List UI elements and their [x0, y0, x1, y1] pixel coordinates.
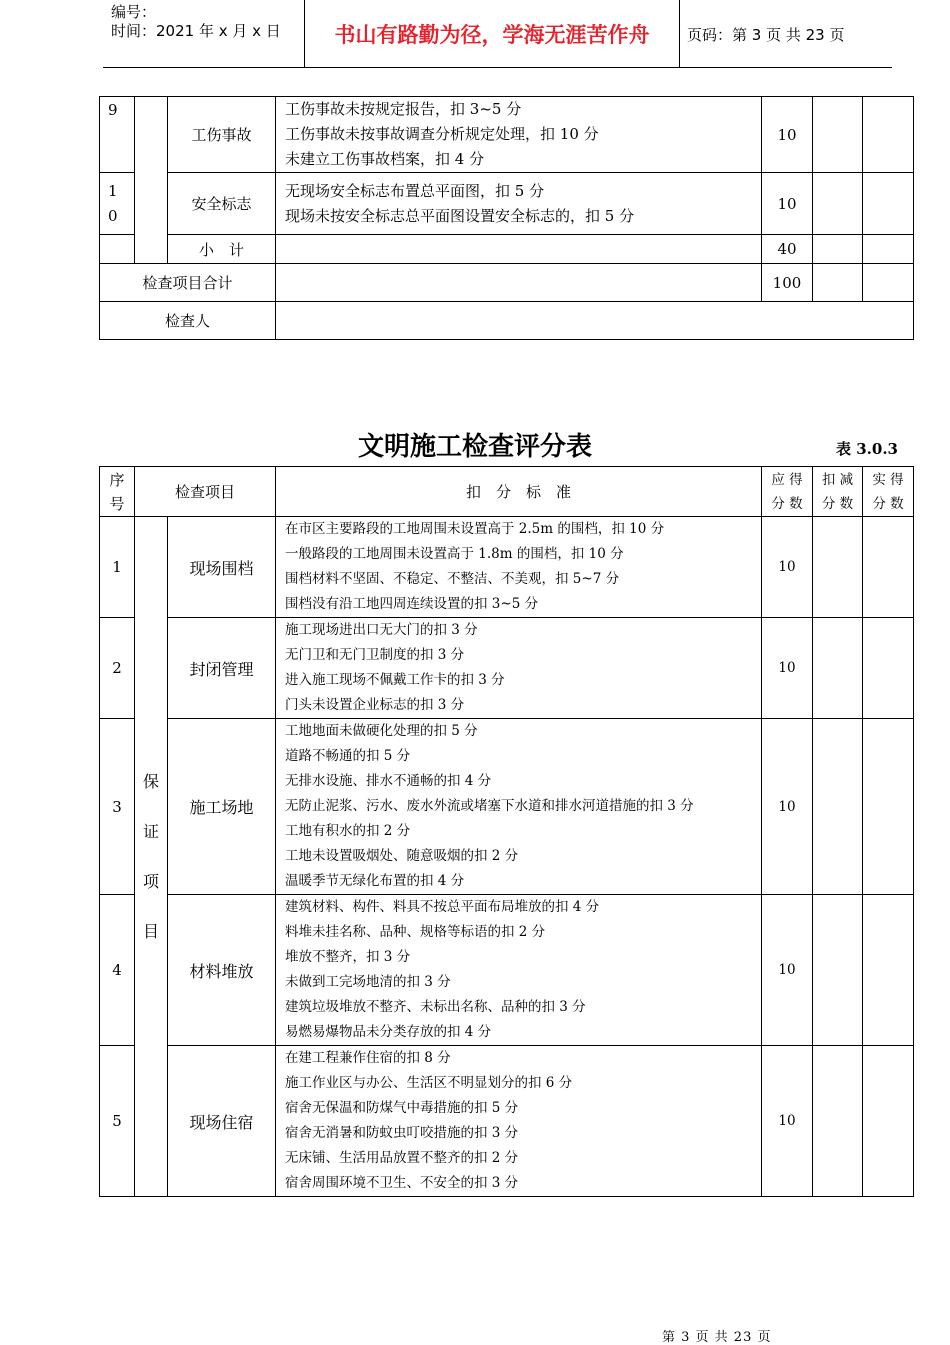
criteria-line: 进入施工现场不佩戴工作卡的扣 3 分: [285, 672, 505, 688]
due-score: 10: [762, 97, 813, 173]
page-header: [103, 0, 892, 68]
safety-table-continuation: [99, 96, 914, 340]
deduct-score: [813, 173, 863, 235]
row-number: [100, 235, 135, 264]
criteria-line: 温暖季节无绿化布置的扣 4 分: [285, 873, 465, 889]
due-score: 10: [762, 1046, 813, 1197]
criteria-line: 未建立工伤事故档案，扣 4 分: [285, 150, 485, 168]
row-number: 2: [100, 618, 135, 719]
deduct-score: [813, 235, 863, 264]
criteria-line: 在市区主要路段的工地周围未设置高于 2.5m 的围档，扣 10 分: [285, 521, 665, 537]
table-row: [100, 97, 914, 173]
inspector-row: [100, 302, 914, 340]
table-row: [100, 173, 914, 235]
item-name: 工伤事故: [168, 97, 276, 173]
table-row: [100, 618, 914, 719]
group-cell: [135, 97, 168, 264]
table-row: [100, 1046, 914, 1197]
criteria-cell: [276, 1046, 762, 1197]
subtotal-value: 40: [762, 235, 813, 264]
criteria-line: 未做到工完场地清的扣 3 分: [285, 974, 451, 990]
header-no: 序 号: [100, 467, 135, 517]
criteria-line: 现场未按安全标志总平面图设置安全标志的，扣 5 分: [285, 206, 635, 225]
criteria-line: 工地有积水的扣 2 分: [285, 823, 411, 839]
header-criteria: 扣 分 标 准: [276, 467, 762, 517]
criteria-line: 施工作业区与办公、生活区不明显划分的扣 6 分: [285, 1075, 573, 1091]
total-label: 检查项目合计: [100, 264, 276, 302]
row-number: 9: [100, 97, 135, 173]
actual-score: [863, 264, 914, 302]
criteria-line: 宿舍周围环境不卫生、不安全的扣 3 分: [285, 1175, 519, 1191]
deduct-score: [813, 264, 863, 302]
criteria-line: 施工现场进出口无大门的扣 3 分: [285, 622, 478, 638]
criteria-line: 门头未设置企业标志的扣 3 分: [285, 697, 465, 713]
subtotal-label: 小 计: [168, 235, 276, 264]
criteria-line: 易燃易爆物品未分类存放的扣 4 分: [285, 1024, 492, 1040]
total-row: [100, 264, 914, 302]
deduct-score: [813, 719, 863, 895]
criteria-line: 堆放不整齐，扣 3 分: [285, 949, 411, 965]
criteria-line: 料堆未挂名称、品种、规格等标语的扣 2 分: [285, 924, 546, 940]
actual-score: [863, 235, 914, 264]
table-number: 表 3.0.3: [836, 440, 898, 458]
deduct-score: [813, 895, 863, 1046]
criteria-cell: [276, 719, 762, 895]
item-name: 施工场地: [168, 719, 276, 895]
criteria-line: 工地未设置吸烟处、随意吸烟的扣 2 分: [285, 848, 519, 864]
table-row: [100, 895, 914, 1046]
header-item: 检查项目: [135, 467, 276, 517]
criteria-cell: [276, 618, 762, 719]
criteria-cell: [276, 895, 762, 1046]
item-name: 安全标志: [168, 173, 276, 235]
criteria-line: 无现场安全标志布置总平面图，扣 5 分: [285, 181, 545, 200]
criteria-line: 宿舍无消暑和防蚊虫叮咬措施的扣 3 分: [285, 1125, 519, 1141]
page-footer: 第 3 页 共 23 页: [662, 1330, 772, 1345]
table-title: 文明施工检查评分表: [357, 432, 592, 462]
code-label: 编号：: [111, 3, 157, 21]
table-row: [100, 719, 914, 895]
header-left: [111, 3, 281, 41]
inspector-label: 检查人: [100, 302, 276, 340]
criteria-line: 宿舍无保温和防煤气中毒措施的扣 5 分: [285, 1100, 519, 1116]
header-due: 应 得 分 数: [762, 467, 813, 517]
total-value: 100: [762, 264, 813, 302]
criteria-line: 无排水设施、排水不通畅的扣 4 分: [285, 773, 492, 789]
actual-score: [863, 618, 914, 719]
actual-score: [863, 97, 914, 173]
due-score: 10: [762, 173, 813, 235]
header-actual: 实 得 分 数: [863, 467, 914, 517]
actual-score: [863, 173, 914, 235]
criteria-cell: [276, 235, 762, 264]
due-score: 10: [762, 895, 813, 1046]
criteria-line: 无防止泥浆、污水、废水外流或堵塞下水道和排水河道措施的扣 3 分: [285, 798, 694, 814]
motto: 书山有路勤为径，学海无涯苦作舟: [304, 0, 680, 67]
deduct-score: [813, 517, 863, 618]
subtotal-row: [100, 235, 914, 264]
row-number: 1: [100, 517, 135, 618]
due-score: 10: [762, 719, 813, 895]
criteria-line: 一般路段的工地周围未设置高于 1.8m 的围档，扣 10 分: [285, 546, 624, 562]
row-number: 3: [100, 719, 135, 895]
criteria-line: 道路不畅通的扣 5 分: [285, 748, 411, 764]
criteria-line: 工伤事故未按事故调查分析规定处理，扣 10 分: [285, 125, 599, 143]
actual-score: [863, 895, 914, 1046]
criteria-line: 在建工程兼作住宿的扣 8 分: [285, 1050, 451, 1066]
actual-score: [863, 1046, 914, 1197]
page-label: 页码：第 3 页 共 23 页: [687, 26, 845, 44]
item-name: 现场住宿: [168, 1046, 276, 1197]
due-score: 10: [762, 618, 813, 719]
group-label: 保 证 项 目: [135, 517, 168, 1197]
row-number: 5: [100, 1046, 135, 1197]
item-name: 现场围档: [168, 517, 276, 618]
time-label: 时间：2021 年 x 月 x 日: [111, 22, 281, 40]
criteria-line: 无门卫和无门卫制度的扣 3 分: [285, 647, 465, 663]
actual-score: [863, 719, 914, 895]
criteria-line: 工地地面未做硬化处理的扣 5 分: [285, 723, 478, 739]
inspector-value: [276, 302, 914, 340]
criteria-line: 无床铺、生活用品放置不整齐的扣 2 分: [285, 1150, 519, 1166]
row-number: 4: [100, 895, 135, 1046]
criteria-line: 建筑垃圾堆放不整齐、未标出名称、品种的扣 3 分: [285, 999, 586, 1015]
criteria-cell: [276, 517, 762, 618]
item-name: 封闭管理: [168, 618, 276, 719]
deduct-score: [813, 1046, 863, 1197]
criteria-line: 工伤事故未按规定报告，扣 3~5 分: [285, 100, 522, 118]
table-row: [100, 517, 914, 618]
civilized-construction-table: [99, 466, 914, 1197]
criteria-line: 围档材料不坚固、不稳定、不整洁、不美观，扣 5~7 分: [285, 571, 620, 587]
criteria-cell: [276, 264, 762, 302]
criteria-cell: [276, 173, 762, 235]
criteria-line: 建筑材料、构件、料具不按总平面布局堆放的扣 4 分: [285, 899, 600, 915]
header-deduct: 扣 减 分 数: [813, 467, 863, 517]
criteria-cell: [276, 97, 762, 173]
header-row: [100, 467, 914, 517]
deduct-score: [813, 618, 863, 719]
item-name: 材料堆放: [168, 895, 276, 1046]
due-score: 10: [762, 517, 813, 618]
criteria-line: 围档没有沿工地四周连续设置的扣 3~5 分: [285, 596, 539, 612]
row-number: 1 0: [100, 173, 135, 235]
actual-score: [863, 517, 914, 618]
deduct-score: [813, 97, 863, 173]
